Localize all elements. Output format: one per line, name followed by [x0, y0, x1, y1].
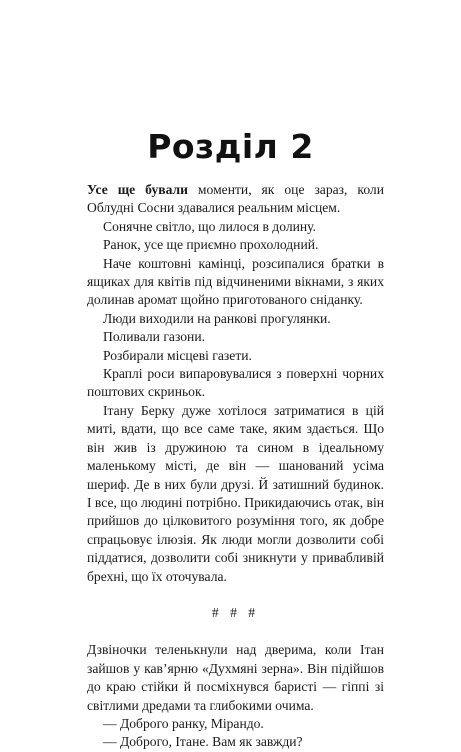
- paragraph: Краплі роси випаровувалися з поверхні чорних поштових скриньок.: [87, 366, 384, 400]
- dialogue-line: — Доброго, Ітане. Вам як завжди?: [103, 734, 303, 750]
- paragraph: Сонячне світло, що лилося в долину.: [103, 218, 316, 234]
- paragraph: Поливали газони.: [103, 329, 205, 345]
- first-paragraph: [87, 181, 384, 218]
- paragraph: Люди виходили на ранкові прогулянки.: [103, 310, 331, 326]
- first-paragraph-rest: моменти, як оце зараз, коли Облудні Сосни здавалися реальним місцем.: [87, 182, 384, 216]
- paragraph: Ранок, усе ще приємно прохолодний.: [103, 237, 319, 253]
- chapter-text: [87, 181, 384, 752]
- scene-separator: # # #: [211, 604, 260, 620]
- paragraph: Дзвіночки теленькнули над дверима, коли Ітан зайшов у кав’ярню «Духмяні зерна». Він підійшов до краю стійки й посміхнувся баристі — гіппі зі світлими дредами та глибокими очима.: [87, 642, 384, 713]
- paragraph: Наче коштовні камінці, розсипалися братки в ящиках для квітів під відчиненими вікнами, з яких долинав аромат щойно приготованого сніданку.: [87, 255, 384, 308]
- paragraph: Розбирали місцеві газети.: [103, 347, 252, 363]
- chapter-title: Розділ 2: [147, 127, 314, 166]
- paragraph: Ітану Берку дуже хотілося затриматися в цій миті, вдати, що все саме таке, яким здається. Що він жив із дружиною та сином в ідеальному маленькому місті, де він — шанований усіма шериф. Де в них були друзі. Й затишний будинок. І все, що людині потрібно. Прикидаючись отак, він прийшов до цілковитого розуміння того, як добре спрацьовує ілюзія. Як люди могли дозволити собі піддатися, дозволити собі зникнути у привабливій брехні, що їх оточувала.: [87, 402, 384, 584]
- dialogue-line: — Доброго ранку, Мірандо.: [103, 715, 264, 731]
- lead-words: Усе ще бували: [87, 182, 188, 197]
